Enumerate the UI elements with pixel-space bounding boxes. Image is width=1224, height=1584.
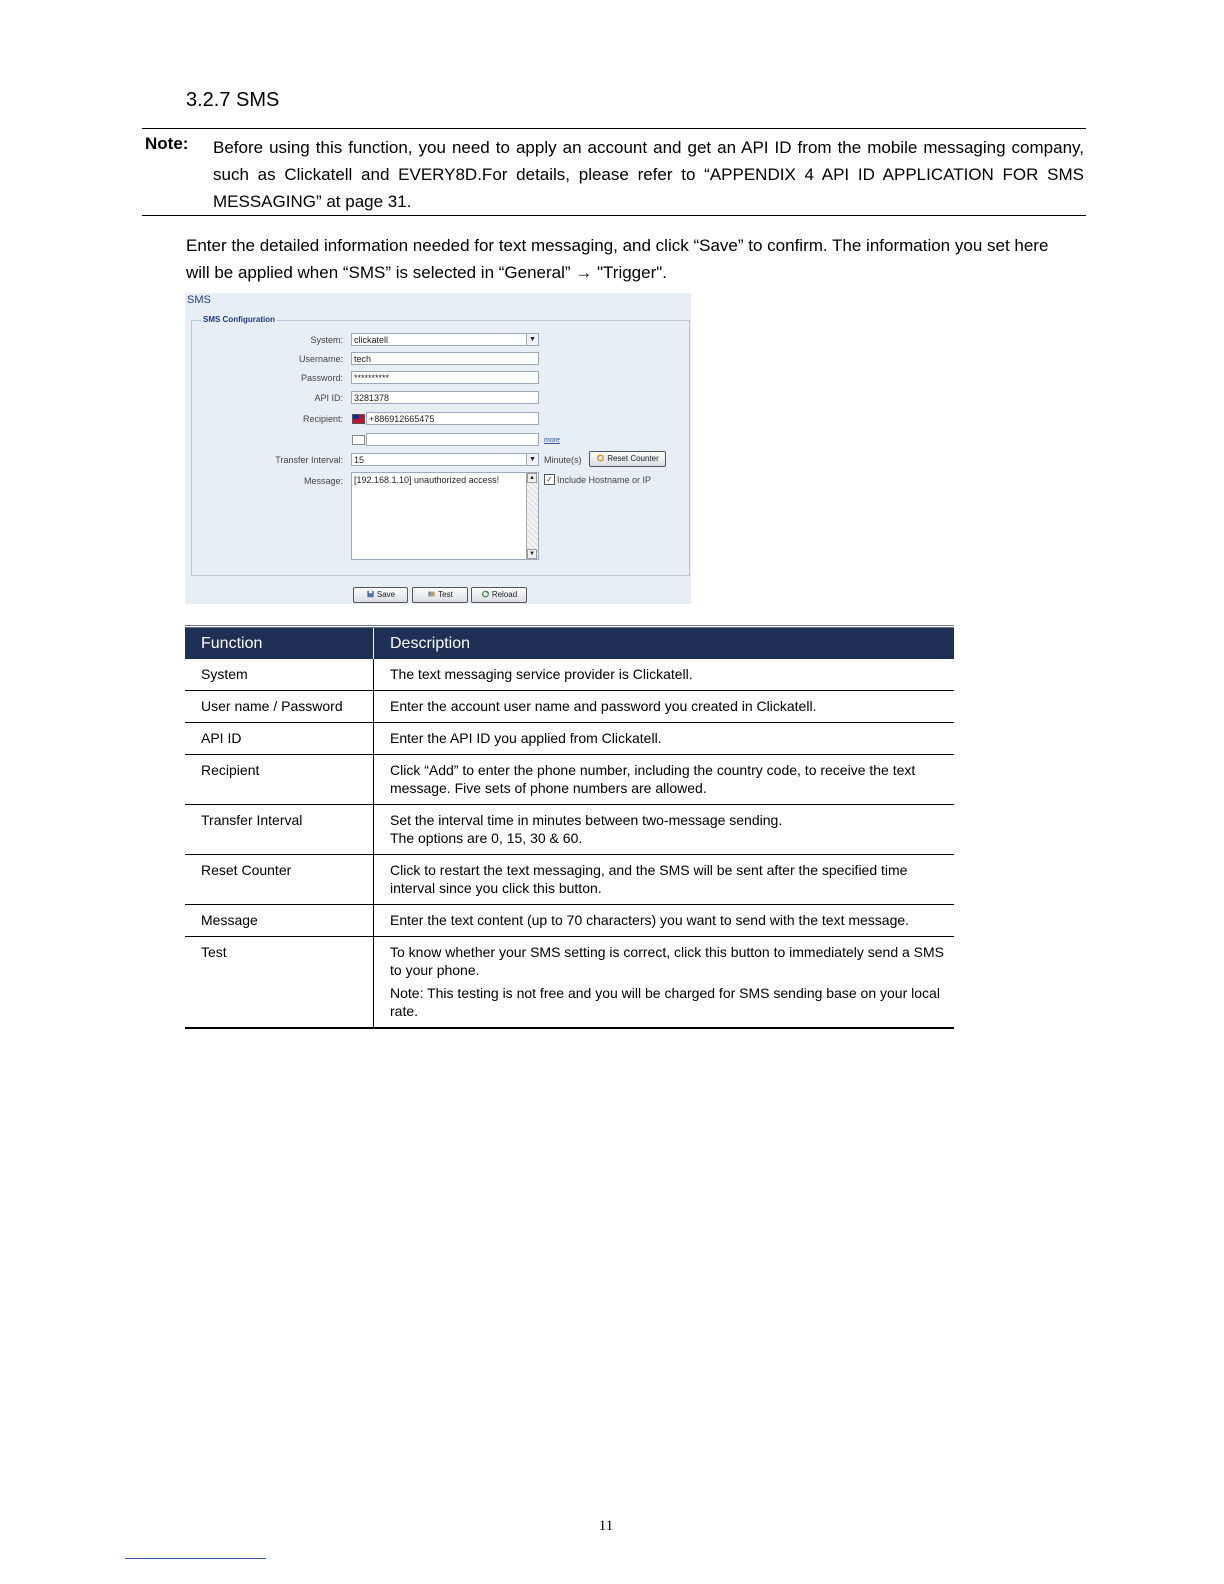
note-label: Note:: [145, 134, 189, 153]
message-textarea[interactable]: [351, 472, 539, 560]
country-select-icon[interactable]: [352, 435, 365, 445]
function-cell: Recipient: [185, 755, 374, 805]
save-label: Save: [376, 590, 396, 599]
table-row: [185, 905, 954, 937]
include-hostname-label: Include Hostname or IP: [557, 475, 652, 485]
test-label: Test: [438, 590, 453, 599]
description-note: Note: This testing is not free and you will be charged for SMS sending base on your local rate.: [390, 985, 940, 1019]
country-flag-icon[interactable]: [352, 414, 365, 424]
footer-rule: [125, 1558, 266, 1559]
username-label: Username:: [298, 354, 343, 364]
reload-button[interactable]: [471, 587, 527, 603]
scroll-up-icon[interactable]: ▲: [527, 473, 537, 483]
description-text: To know whether your SMS setting is correct, click this button to immediately send a SMS to your phone.: [390, 944, 945, 978]
reset-counter-label: Reset Counter: [607, 454, 659, 463]
description-cell: [374, 937, 955, 1029]
transfer-interval-select[interactable]: [351, 453, 539, 466]
table-header-function: Function: [185, 627, 374, 660]
sms-config-screenshot: [185, 293, 691, 604]
description-text: Enter the account user name and password you created in Clickatell.: [390, 698, 817, 714]
description-cell: [374, 691, 955, 723]
test-icon: [427, 590, 436, 598]
description-text: The text messaging service provider is Clickatell.: [390, 666, 693, 682]
reset-counter-button[interactable]: [589, 451, 666, 467]
table-row: [185, 691, 954, 723]
description-cell: [374, 805, 955, 855]
system-label: System:: [310, 335, 343, 345]
note-top-rule: [142, 128, 1086, 129]
save-button[interactable]: [353, 587, 408, 603]
minutes-unit: Minute(s): [544, 455, 582, 465]
reload-label: Reload: [491, 590, 518, 599]
reload-icon: [481, 590, 490, 598]
description-cell: [374, 659, 955, 691]
table-header-row: [185, 627, 954, 660]
system-select[interactable]: [351, 333, 539, 346]
table-row: [185, 855, 954, 905]
fieldset-legend: SMS Configuration: [203, 315, 275, 324]
scroll-down-icon[interactable]: ▼: [527, 549, 537, 559]
message-scrollbar[interactable]: [526, 473, 538, 559]
password-input[interactable]: **********: [351, 371, 539, 384]
description-cell: [374, 855, 955, 905]
transfer-interval-value: 15: [354, 455, 365, 465]
note-bottom-rule: [142, 215, 1086, 216]
description-text: The options are 0, 15, 30 & 60.: [390, 830, 583, 846]
function-table: [185, 625, 954, 1029]
description-text: Enter the text content (up to 70 characters) you want to send with the text message.: [390, 912, 910, 928]
description-text: Click “Add” to enter the phone number, including the country code, to receive the text message. Five sets of phone numbers are allowed.: [390, 762, 916, 796]
function-cell: System: [185, 659, 374, 691]
api-id-label: API ID:: [314, 393, 343, 403]
message-label: Message:: [303, 476, 343, 486]
description-text: Set the interval time in minutes between two-message sending.: [390, 812, 783, 828]
function-cell: User name / Password: [185, 691, 374, 723]
test-button[interactable]: [412, 587, 468, 603]
page-number: 11: [598, 1518, 614, 1534]
include-hostname-checkbox[interactable]: ✓: [544, 474, 555, 485]
description-text: Enter the API ID you applied from Clickatell.: [390, 730, 662, 746]
function-cell: Reset Counter: [185, 855, 374, 905]
table-row: [185, 659, 954, 691]
save-icon: [366, 590, 375, 598]
table-row: [185, 937, 954, 1029]
chevron-down-icon[interactable]: ▼: [526, 454, 538, 465]
function-cell: Test: [185, 937, 374, 1029]
panel-title: SMS: [187, 294, 211, 306]
function-cell: API ID: [185, 723, 374, 755]
system-value: clickatell: [354, 335, 389, 345]
table-row: [185, 723, 954, 755]
table-row: [185, 805, 954, 855]
description-text: Click to restart the text messaging, and the SMS will be sent after the specified time interval since you click this button.: [390, 862, 908, 896]
api-id-input[interactable]: 3281378: [351, 391, 539, 404]
recipient-label: Recipient:: [302, 414, 343, 424]
password-label: Password:: [300, 373, 343, 383]
chevron-down-icon[interactable]: ▼: [526, 334, 538, 345]
message-value: [192.168.1.10] unauthorized access!: [354, 475, 500, 485]
function-cell: Message: [185, 905, 374, 937]
transfer-interval-label: Transfer Interval:: [275, 455, 343, 465]
section-title: 3.2.7 SMS: [186, 89, 280, 111]
username-input[interactable]: tech: [351, 352, 539, 365]
description-cell: [374, 723, 955, 755]
table-header-description: Description: [374, 627, 955, 660]
recipient-input[interactable]: +886912665475: [366, 412, 539, 425]
table-row: [185, 755, 954, 805]
function-cell: Transfer Interval: [185, 805, 374, 855]
description-cell: [374, 905, 955, 937]
refresh-icon: [596, 454, 605, 462]
description-cell: [374, 755, 955, 805]
note-text: Before using this function, you need to apply an account and get an API ID from the mobile messaging company, such as Clickatell and EVERY8D.For details, please refer to “APPENDIX 4 API ID APPLICATION FOR SMS MESSAGING” at page 31.: [213, 138, 1084, 211]
intro-paragraph: Enter the detailed information needed for text messaging, and click “Save” to confirm. The information you set here will be applied when “SMS” is selected in “General” → "Trigger".: [186, 236, 1049, 282]
recipient-input-2[interactable]: [366, 433, 539, 446]
more-link[interactable]: more: [544, 437, 560, 444]
